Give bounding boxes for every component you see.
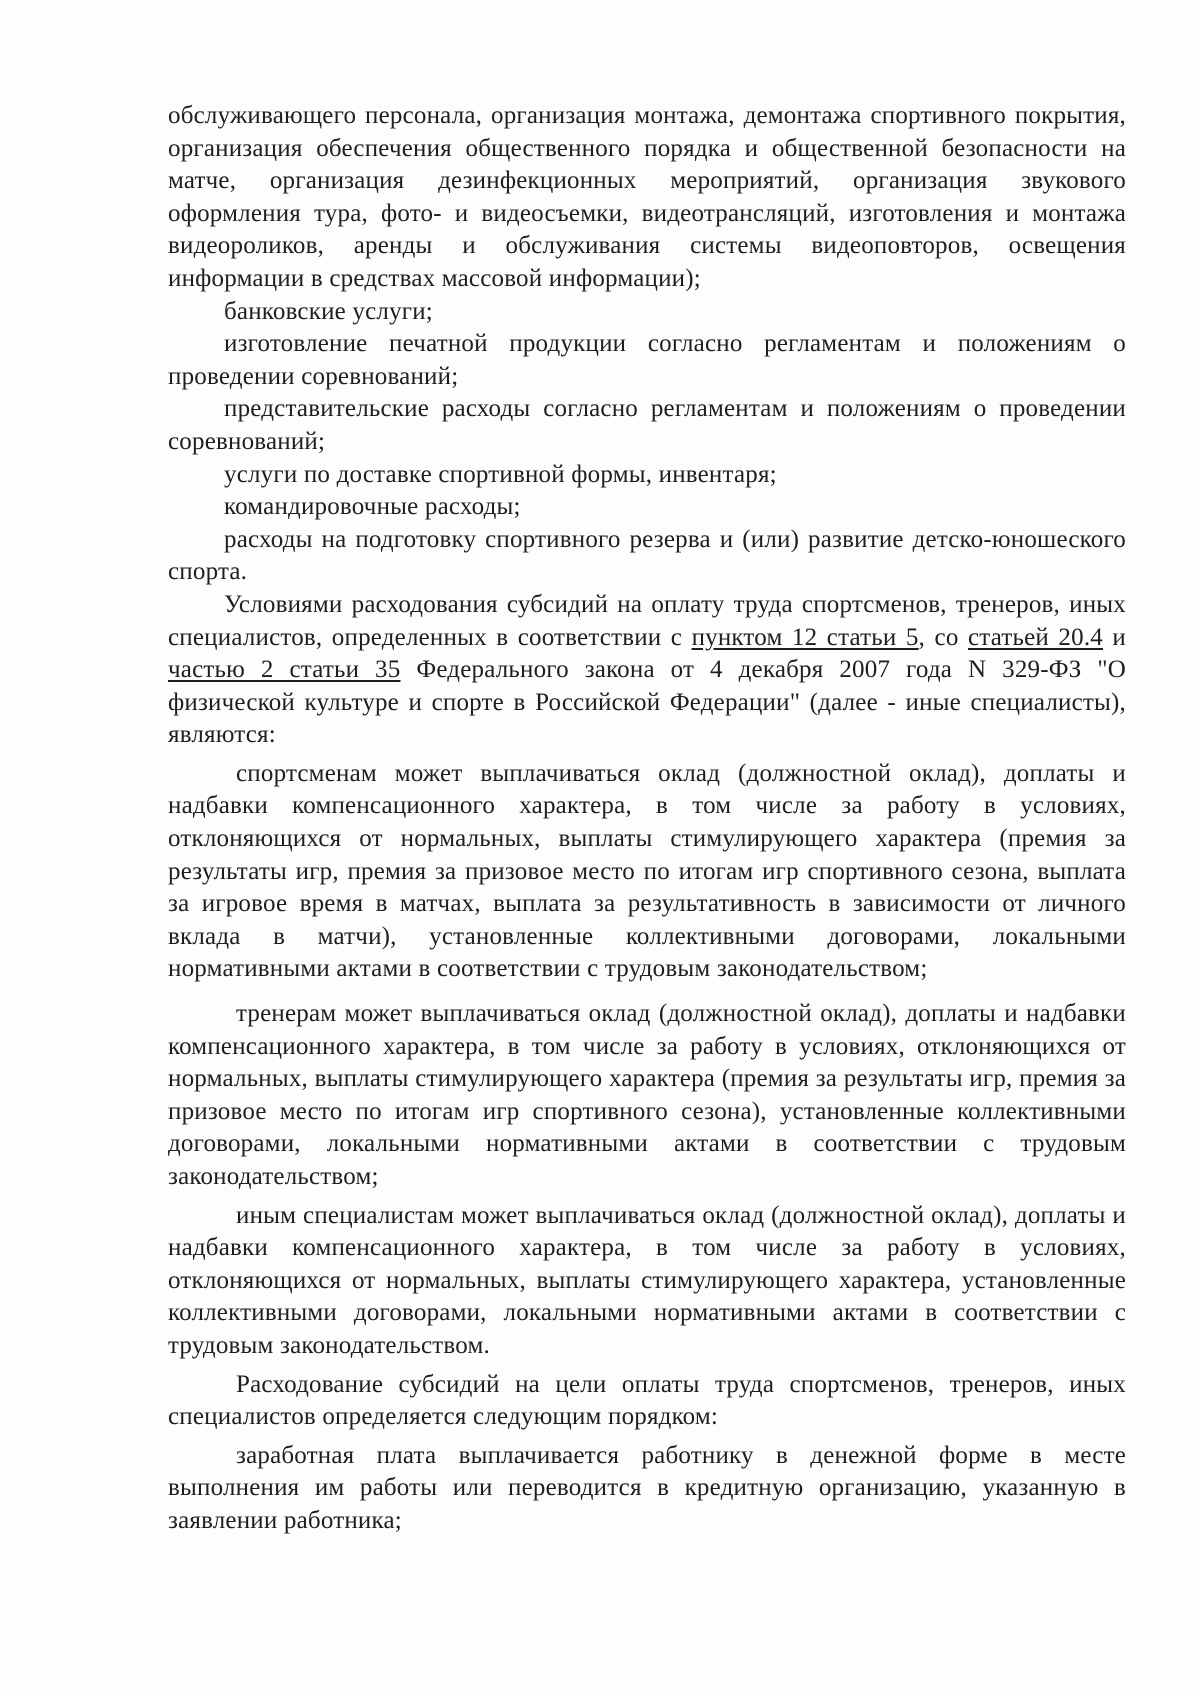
- law-link-article-35[interactable]: частью 2 статьи 35: [168, 656, 401, 684]
- paragraph-delivery-services: услуги по доставке спортивной формы, инвентаря;: [224, 460, 777, 488]
- conditions-text-3: и: [1102, 623, 1127, 651]
- paragraph-salary-payment: заработная плата выплачивается работнику в денежной форме в месте выполнения им работы или переводится в кредитную организацию, указанную в заявлении работника;: [168, 1441, 1126, 1534]
- paragraph-conditions: [168, 589, 1126, 752]
- paragraph-spending-order: Расходование субсидий на цели оплаты труда спортсменов, тренеров, иных специалистов определяется следующим порядком:: [168, 1370, 1126, 1431]
- law-link-article-20-4[interactable]: статьей 20.4: [967, 623, 1103, 651]
- conditions-text-1: Условиями расходования субсидий на оплату труда спортсменов, тренеров, иных специалистов, определенных в соответствии с: [168, 590, 1126, 651]
- paragraph-specialists-pay: иным специалистам может выплачиваться оклад (должностной оклад), доплаты и надбавки компенсационного характера, в том числе за работу в условиях, отклоняющихся от нормальных, выплаты стимулирующего характера, установленные коллективными договорами, локальными нормативными актами в соответствии с трудовым законодательством.: [168, 1201, 1126, 1359]
- paragraph-coaches-pay: тренерам может выплачиваться оклад (должностной оклад), доплаты и надбавки компенсационного характера, в том числе за работу в условиях, отклоняющихся от нормальных, выплаты стимулирующего характера (премия за результаты игр, премия за призовое место по итогам игр спортивного сезона), установленные коллективными договорами, локальными нормативными актами в соответствии с трудовым законодательством;: [168, 1000, 1126, 1190]
- paragraph-athletes-pay: спортсменам может выплачиваться оклад (должностной оклад), доплаты и надбавки компенсационного характера, в том числе за работу в условиях, отклоняющихся от нормальных, выплаты стимулирующего характера (премия за результаты игр, премия за призовое место по итогам игр спортивного сезона, выплата за игровое время в матчах, выплата за результативность в зависимости от личного вклада в матчи), установленные коллективными договорами, локальными нормативными актами в соответствии с трудовым законодательством;: [168, 759, 1126, 983]
- paragraph-travel-expenses: командировочные расходы;: [224, 493, 521, 521]
- conditions-text-2: , со: [918, 623, 968, 651]
- law-link-article-5[interactable]: пунктом 12 статьи 5: [691, 623, 919, 651]
- paragraph-representation-expenses: представительские расходы согласно регламентам и положениям о проведении соревнований;: [168, 395, 1126, 455]
- conditions-text-4: Федерального закона от 4 декабря 2007 года N 329-ФЗ "О физической культуре и спорте в Российской Федерации" (далее - иные специалисты), являются:: [168, 656, 1126, 749]
- paragraph-banking-services: банковские услуги;: [224, 297, 433, 325]
- paragraph-sports-reserve: расходы на подготовку спортивного резерва и (или) развитие детско-юношеского спорта.: [168, 525, 1126, 586]
- paragraph-services-list-end: обслуживающего персонала, организация монтажа, демонтажа спортивного покрытия, организация обеспечения общественного порядка и общественной безопасности на матче, организация дезинфекционных мероприятий, организация звукового оформления тура, фото- и видеосъемки, видеотрансляций, изготовления и монтажа видеороликов, аренды и обслуживания системы видеоповторов, освещения информации в средствах массовой информации);: [168, 102, 1126, 292]
- paragraph-printing: изготовление печатной продукции согласно регламентам и положениям о проведении соревнований;: [168, 330, 1126, 390]
- document-body: [168, 100, 1126, 1538]
